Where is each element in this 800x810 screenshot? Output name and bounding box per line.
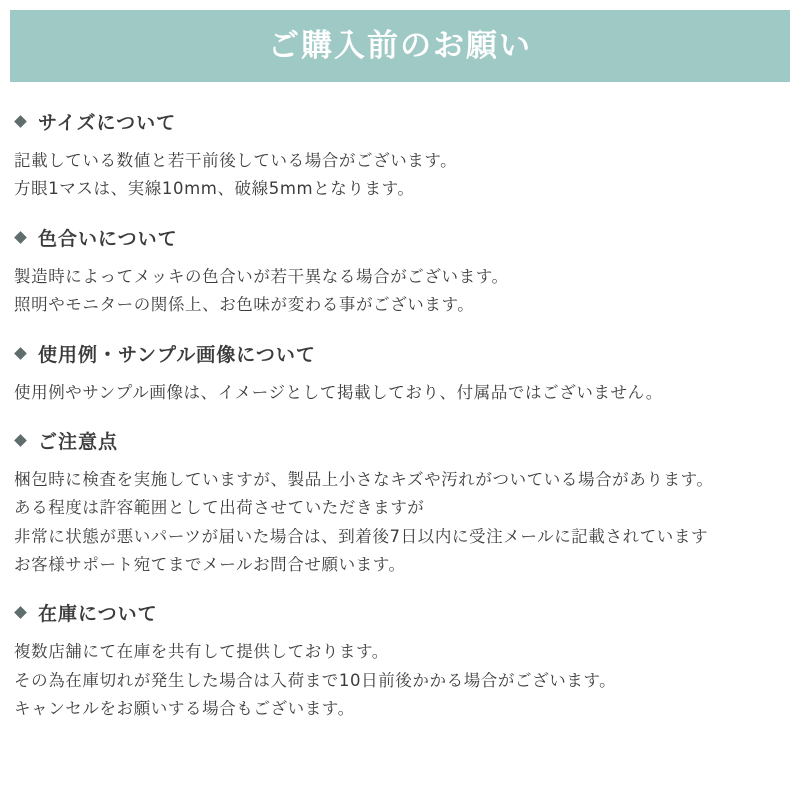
- body-line: 製造時によってメッキの色合いが若干異なる場合がございます。: [14, 266, 509, 286]
- diamond-bullet-icon: [14, 607, 27, 620]
- section-heading-label: 色合いについて: [38, 227, 178, 250]
- body-line: 記載している数値と若干前後している場合がございます。: [14, 151, 458, 170]
- notice-section-sample-image: [14, 340, 786, 407]
- body-line: ある程度は許容範囲として出荷させていただきますが: [14, 498, 425, 518]
- section-heading: [14, 224, 786, 251]
- body-line: その為在庫切れが発生した場合は入荷まで10日前後かかる場合がございます。: [14, 670, 617, 690]
- body-line: 非常に状態が悪いパーツが届いた場合は、到着後7日以内に受注メールに記載されています: [14, 526, 709, 546]
- diamond-bullet-icon: [14, 434, 27, 447]
- diamond-bullet-icon: [14, 231, 27, 244]
- body-line: 複数店舗にて在庫を共有して提供しております。: [14, 642, 389, 662]
- body-line: 梱包時に検査を実施していますが、製品上小さなキズや汚れがついている場合があります。: [14, 469, 714, 489]
- section-heading: [14, 427, 786, 454]
- section-heading-label: 使用例・サンプル画像について: [38, 343, 316, 366]
- notice-section-stock: [14, 599, 786, 723]
- body-line: お客様サポート宛てまでメールお問合せ願います。: [14, 555, 406, 574]
- header-banner: [10, 10, 790, 82]
- section-body: [14, 638, 786, 723]
- diamond-bullet-icon: [14, 347, 27, 360]
- section-heading: [14, 340, 786, 367]
- section-heading-label: サイズについて: [38, 112, 177, 134]
- section-heading-label: 在庫について: [38, 603, 158, 626]
- body-line: 使用例やサンプル画像は、イメージとして掲載しており、付属品ではございません。: [14, 382, 663, 402]
- body-line: キャンセルをお願いする場合もございます。: [14, 699, 355, 719]
- notice-section-color: [14, 224, 786, 320]
- notice-section-size: [14, 108, 786, 204]
- diamond-bullet-icon: [14, 115, 27, 128]
- body-line: 方眼1マスは、実線10mm、破線5mmとなります。: [14, 179, 415, 199]
- notice-page: [0, 10, 800, 810]
- page-title: ご購入前のお願い: [268, 27, 532, 64]
- section-body: [14, 147, 786, 204]
- section-heading-label: ご注意点: [38, 430, 119, 453]
- section-body: [14, 263, 786, 320]
- section-heading: [14, 108, 786, 135]
- section-heading: [14, 599, 786, 626]
- notice-content: [0, 108, 800, 724]
- section-body: [14, 379, 786, 407]
- section-body: [14, 466, 786, 580]
- body-line: 照明やモニターの関係上、お色味が変わる事がございます。: [14, 295, 475, 315]
- notice-section-caution: [14, 427, 786, 580]
